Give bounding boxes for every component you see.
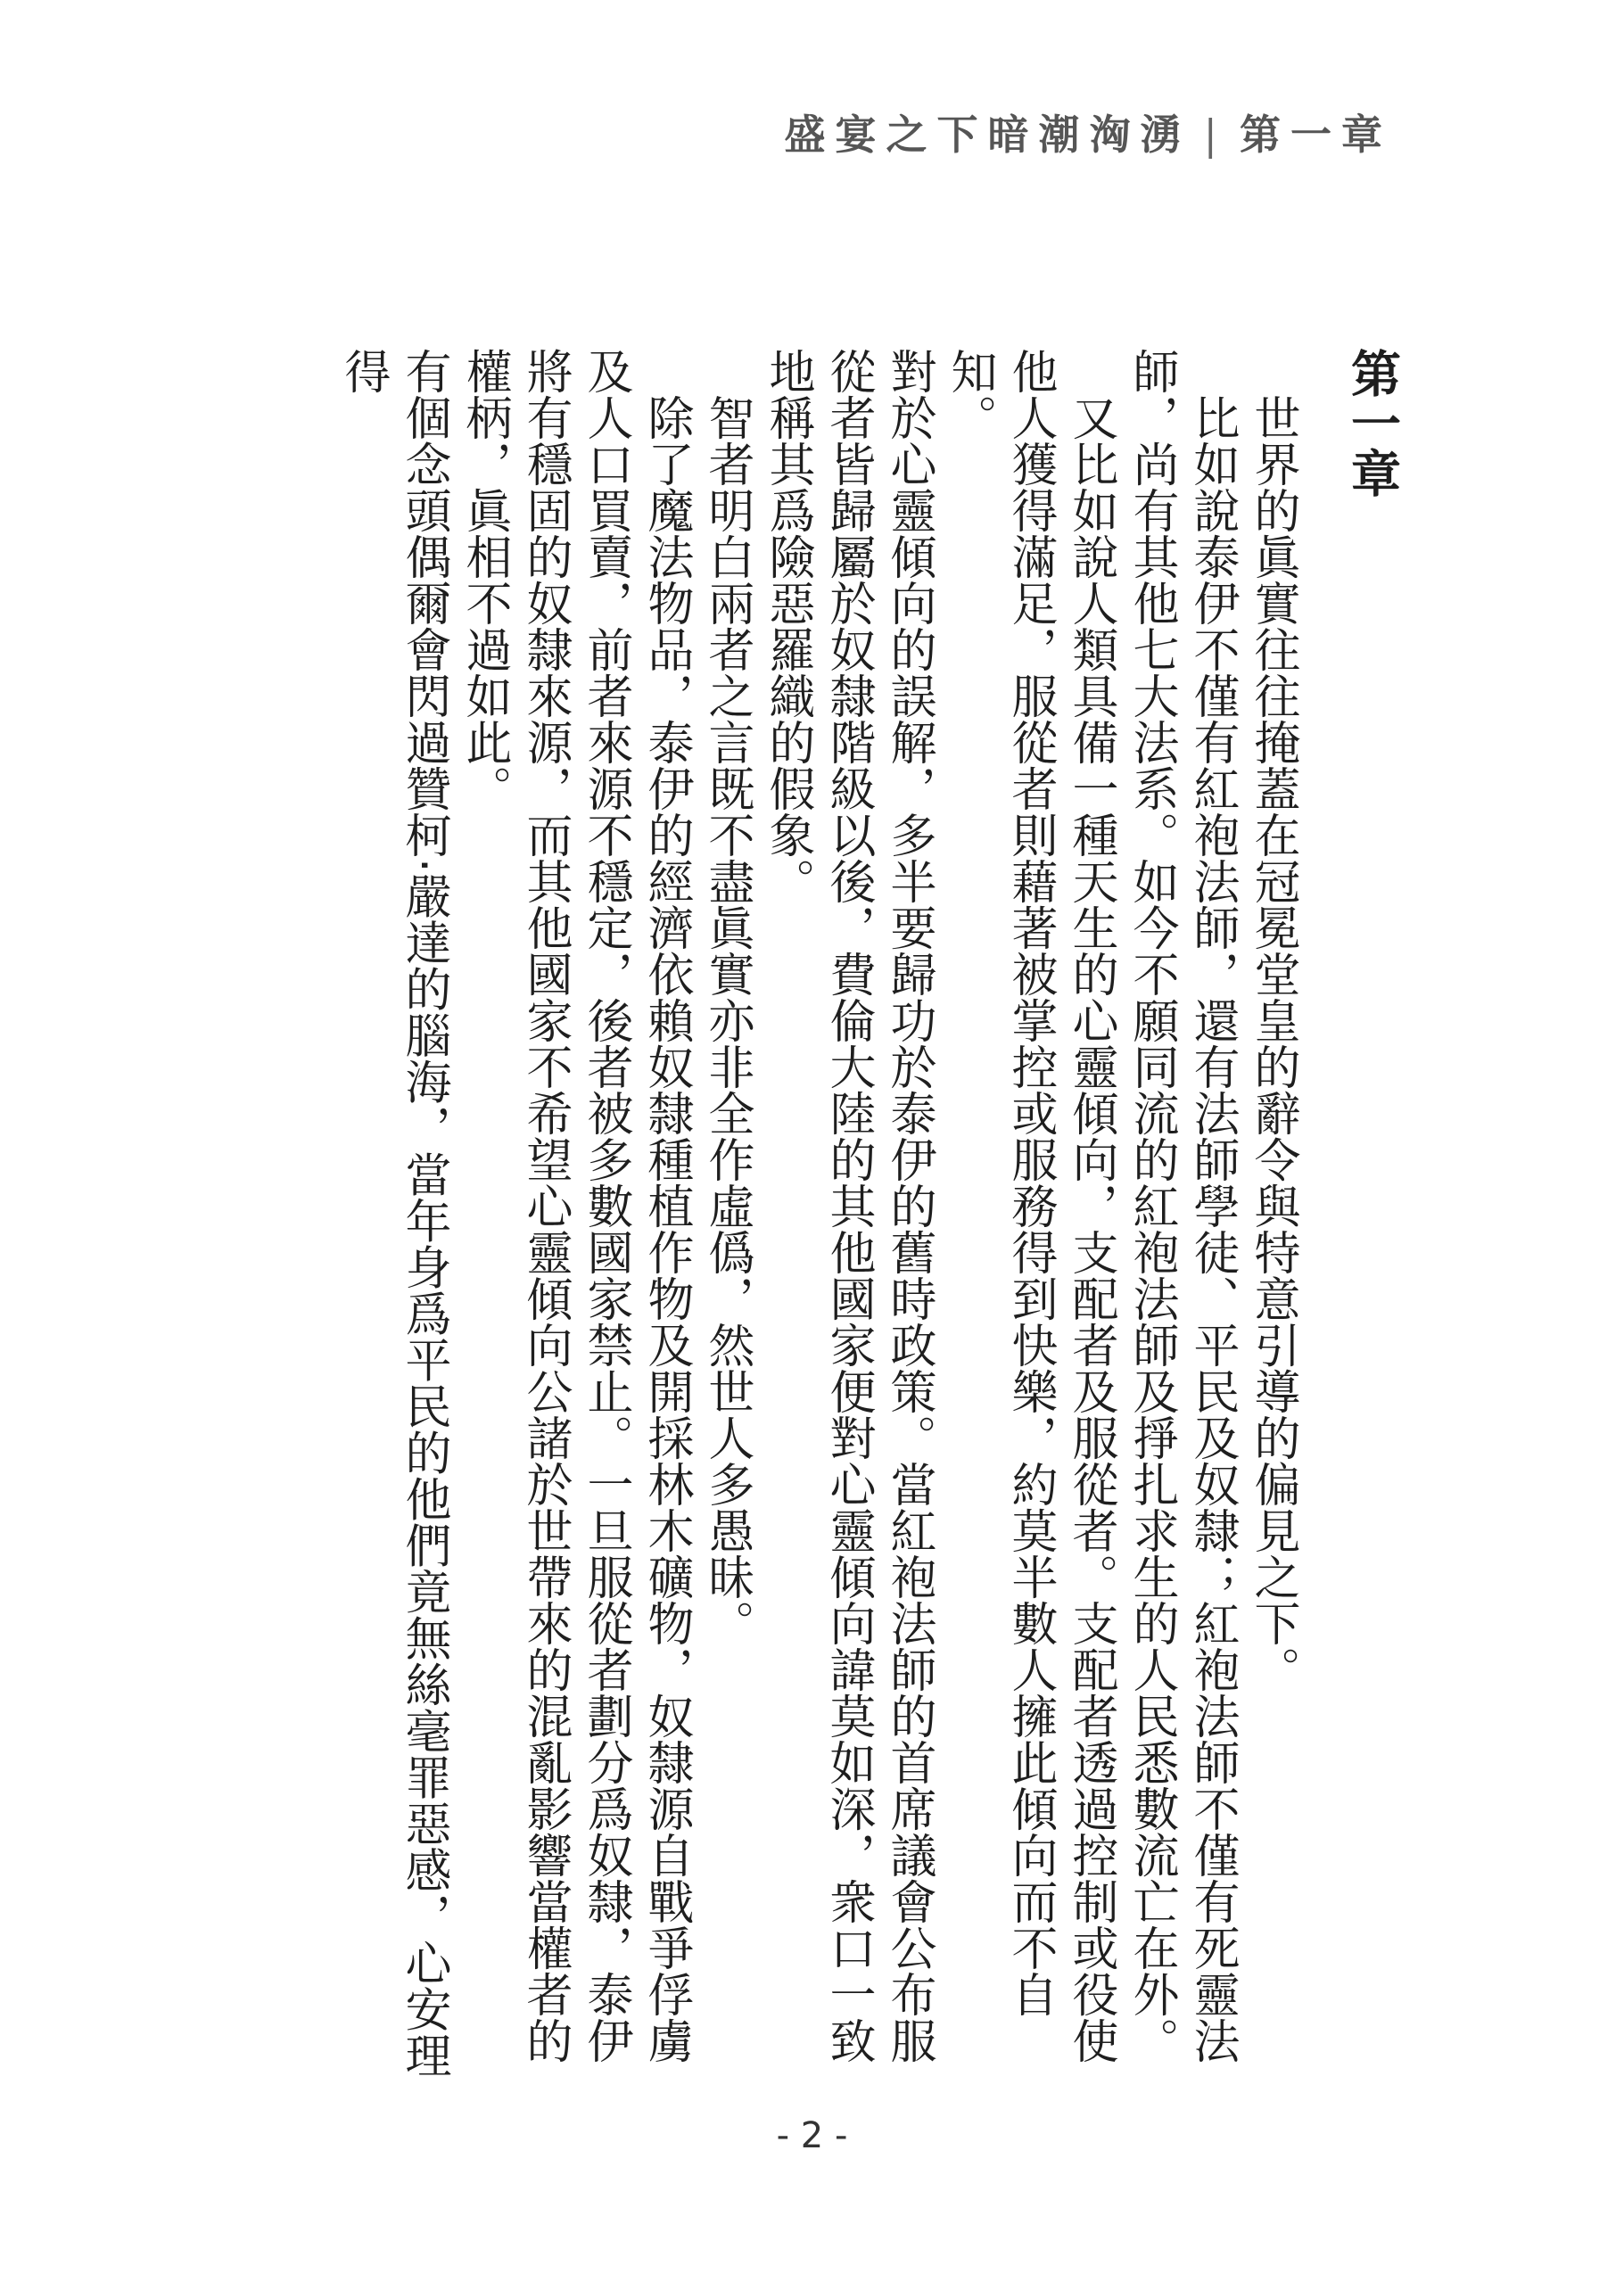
running-header (784, 111, 1393, 159)
chapter-title: 第一章 (1343, 348, 1401, 498)
page-number: - 2 - (776, 2115, 848, 2156)
paragraph-3: 又比如說人類具備一種天生的心靈傾向，支配者及服從者。支配者透過控制或役使他人獲得滿足，服從者則藉著被掌控或服務得到快樂，約莫半數人擁此傾向而不自知。 (943, 348, 1117, 2064)
paragraph-6: 除了魔法物品，泰伊的經濟依賴奴隸種植作物及開採林木礦物，奴隸源自戰爭俘虜及人口買賣，前者來源不穩定，後者被多數國家禁止。一旦服從者劃分爲奴隸，泰伊將有穩固的奴隸來源，而其他國家不希望心靈傾向公諸於世帶來的混亂影響當權者的權柄，眞相不過如此。 (458, 348, 693, 2064)
paragraph-4: 對於心靈傾向的誤解，多半要歸功於泰伊的舊時政策。當紅袍法師的首席議會公布服從者皆歸屬於奴隸階級以後，費倫大陸的其他國家便對心靈傾向諱莫如深，衆口一致地稱其爲險惡羅織的假象。 (761, 348, 936, 2064)
header-separator: | (1203, 111, 1227, 159)
header-chapter-label: 第一章 (1240, 111, 1392, 159)
paragraph-7: 有個念頭偶爾會閃過贊柯·嚴達的腦海，當年身爲平民的他們竟無絲毫罪惡感，心安理得 (336, 348, 450, 2079)
paragraph-5: 智者明白兩者之言既不盡眞實亦非全作虛僞，然世人多愚昧。 (700, 394, 754, 1646)
paragraph-2: 比如說泰伊不僅有紅袍法師，還有法師學徒、平民及奴隸；紅袍法師不僅有死靈法師，尚有其他七大法系。如今不願同流的紅袍法師及掙扎求生的人民悉數流亡在外。 (1125, 348, 1239, 2064)
paragraph-1: 世界的眞實往往掩蓋在冠冕堂皇的辭令與特意引導的偏見之下。 (1246, 394, 1299, 1693)
header-book-title: 盛宴之下暗潮洶湧 (784, 111, 1191, 159)
vertical-body-text (304, 348, 1401, 2087)
